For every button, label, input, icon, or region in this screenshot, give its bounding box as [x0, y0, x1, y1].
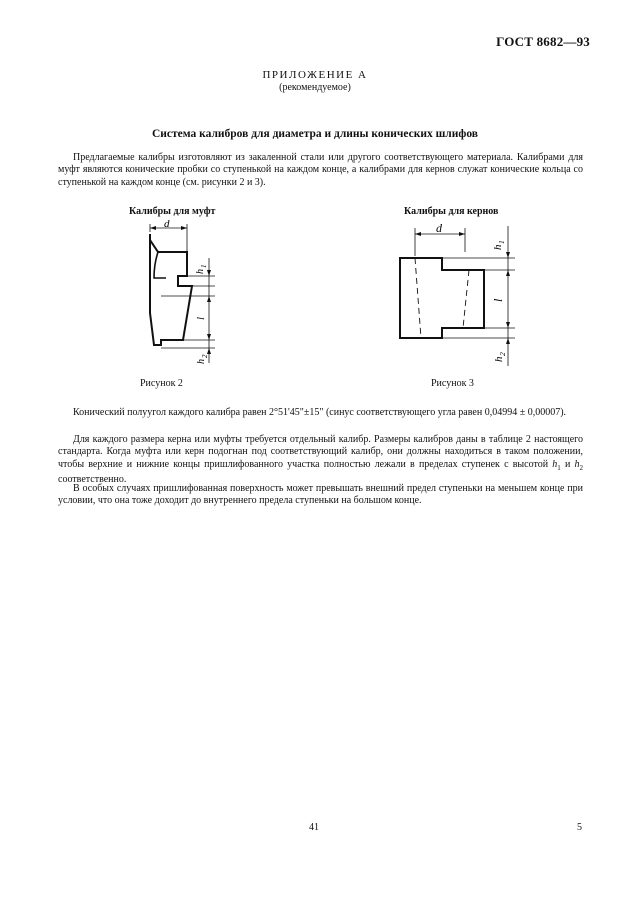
- label-l: l: [491, 298, 505, 302]
- label-h2: h: [493, 356, 505, 362]
- label-h1-sub: 1: [497, 240, 506, 244]
- ring-gauge-outline: [400, 258, 484, 338]
- section-title: Система калибров для диаметра и длины конических шлифов: [151, 128, 479, 140]
- paragraph-3-end: соответственно.: [58, 473, 127, 485]
- figure-2-drawing: [120, 218, 230, 370]
- plug-gauge-step: [154, 252, 166, 278]
- sheet-number: 5: [577, 822, 582, 833]
- symbol-h1: h: [552, 458, 558, 470]
- paragraph-3-and: и: [560, 458, 575, 470]
- figure-3-drawing: [390, 218, 530, 368]
- label-h1: h: [492, 244, 504, 250]
- appendix-subtitle: (рекомендуемое): [279, 82, 351, 93]
- label-l: l: [195, 316, 207, 320]
- plug-gauge-outline: [150, 234, 192, 345]
- page-number: 41: [309, 822, 319, 833]
- label-d: d: [164, 218, 170, 230]
- label-h1-sub: 1: [200, 264, 208, 268]
- label-h2: h: [196, 359, 207, 364]
- paragraph-3: [58, 434, 583, 486]
- label-d: d: [436, 221, 442, 235]
- paragraph-1: Предлагаемые калибры изготовляют из закаленной стали или другого соответствующего материала. Калибрами для муфт являются конические пробки со ступенькой на каждом конце, а калибрами для кернов служат конические кольца со ступенькой на каждом конце (см. рисунки 2 и 3).: [58, 152, 583, 188]
- hidden-line-left: [415, 258, 421, 338]
- paragraph-2: Конический полуугол каждого калибра равен 2°51'45"±15" (синус соответствующего угла равен 0,04994 ± 0,00007).: [73, 407, 567, 418]
- symbol-h2-sub: 2: [579, 463, 583, 472]
- figure-3-title: Калибры для кернов: [404, 206, 499, 217]
- label-h2-sub: 2: [201, 354, 209, 358]
- symbol-h2: h: [574, 458, 580, 470]
- label-h1: h: [195, 269, 206, 274]
- paragraph-4: В особых случаях пришлифованная поверхность может превышать внешний предел ступеньки на меньшем конце при условии, что она тоже доходит до внутреннего предела ступеньки на большом конце.: [58, 483, 583, 507]
- figure-3-caption: Рисунок 3: [431, 378, 474, 389]
- label-h2-sub: 2: [498, 352, 507, 356]
- hidden-line-right: [463, 270, 469, 328]
- standard-number: ГОСТ 8682—93: [496, 34, 590, 49]
- symbol-h1-sub: 1: [557, 463, 561, 472]
- figure-2-title: Калибры для муфт: [129, 206, 216, 217]
- paragraph-3-text: Для каждого размера керна или муфты требуется отдельный калибр. Размеры калибров даны в таблице 2 настоящего стандарта. Когда муфта или керн подогнан под соответствующий калибр, они должны находиться в таком положении, чтобы верхние и нижние концы пришлифованного участка полностью лежали в пределах ступенек с высотой: [58, 434, 583, 470]
- figure-2-caption: Рисунок 2: [140, 378, 183, 389]
- appendix-title: ПРИЛОЖЕНИЕ А: [262, 69, 368, 81]
